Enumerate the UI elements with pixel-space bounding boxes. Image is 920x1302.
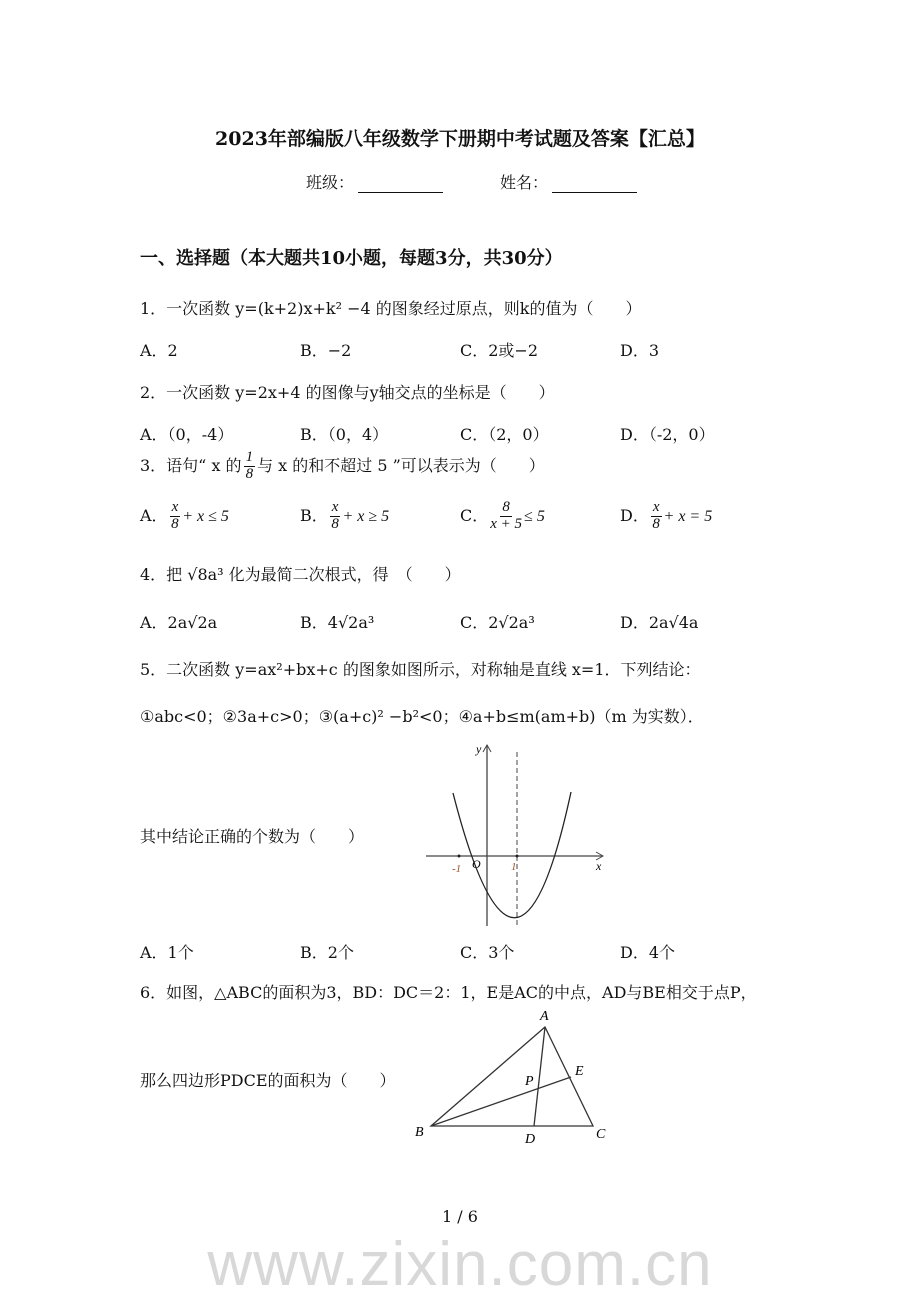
question-5-conditions: ①abc<0；②3a+c>0；③(a+c)² −b²<0；④a+b≤m(am+b)（m 为实数）． [140, 707, 704, 726]
option-rest: + x = 5 [663, 507, 713, 525]
x-label: x [596, 859, 602, 873]
page-number: 1 / 6 [442, 1207, 478, 1226]
option-rest: + x ≤ 5 [182, 507, 229, 525]
numerator: 8 [502, 499, 510, 515]
option-rest: ≤ 5 [524, 507, 545, 525]
option-d: D．4个 [620, 943, 676, 962]
one-label: 1 [511, 861, 517, 873]
tick-1 [516, 855, 519, 858]
neg1-label: -1 [452, 863, 462, 875]
option-label: A． [140, 505, 168, 525]
option-b: B．2个 [300, 943, 354, 962]
option-c: C．2√2a³ [460, 613, 535, 632]
point-p: P [525, 1074, 534, 1089]
stem-part: 3．语句“ x 的 [140, 455, 242, 475]
watermark: www.zixin.com.cn [207, 1230, 713, 1299]
origin-label: O [472, 857, 481, 871]
stem-part: 与 x 的和不超过 5 ”可以表示为（ ） [257, 455, 545, 475]
question-6-prompt: 那么四边形PDCE的面积为（ ） [140, 1071, 396, 1090]
option-a: A．2 [140, 341, 178, 360]
tick-neg1 [458, 855, 461, 858]
point-e: E [575, 1064, 584, 1079]
denominator: 8 [652, 515, 660, 532]
option-d: D．3 [620, 341, 660, 360]
point-a: A [540, 1009, 549, 1024]
question-4-stem: 4．把 √8a³ 化为最简二次根式，得 （ ） [140, 565, 461, 584]
denominator: 8 [171, 515, 179, 532]
x-axis [426, 852, 603, 860]
triangle-figure [431, 1027, 593, 1126]
option-c: C．2或−2 [460, 341, 539, 360]
denominator: x + 5 [490, 515, 523, 532]
denominator: 8 [331, 515, 339, 532]
numerator: x [652, 499, 660, 515]
section-heading: 一、选择题（本大题共10小题，每题3分，共30分） [140, 248, 563, 269]
numerator: 1 [245, 449, 254, 465]
option-label: D． [620, 505, 649, 525]
denominator: 8 [245, 465, 254, 482]
option-d: D．（-2，0） [620, 425, 715, 444]
document-title: 2023年部编版八年级数学下册期中考试题及答案【汇总】 [215, 128, 705, 150]
question-2-stem: 2．一次函数 y=2x+4 的图像与y轴交点的坐标是（ ） [140, 383, 555, 402]
point-b: B [415, 1125, 424, 1140]
class-label: 班级： [306, 173, 355, 192]
option-rest: + x ≥ 5 [342, 507, 390, 525]
name-label: 姓名： [500, 173, 549, 192]
option-c: C．3个 [460, 943, 515, 962]
option-label: B． [300, 505, 328, 525]
question-5-prompt: 其中结论正确的个数为（ ） [140, 827, 365, 846]
point-d: D [525, 1132, 536, 1147]
numerator: x [171, 499, 179, 515]
point-c: C [596, 1127, 606, 1142]
question-5-stem: 5．二次函数 y=ax²+bx+c 的图象如图所示，对称轴是直线 x=1．下列结论： [140, 660, 701, 679]
option-a: A．1个 [140, 943, 194, 962]
option-d: D．2a√4a [620, 613, 699, 632]
option-b: B．−2 [300, 341, 352, 360]
option-a: A．2a√2a [140, 613, 218, 632]
numerator: x [331, 499, 339, 515]
option-b: B．4√2a³ [300, 613, 375, 632]
parabola-curve [453, 792, 571, 918]
question-1-stem: 1．一次函数 y=(k+2)x+k² −4 的图象经过原点，则k的值为（ ） [140, 299, 642, 318]
y-axis [483, 745, 491, 926]
y-label: y [476, 742, 482, 756]
option-a: A．（0，-4） [140, 425, 234, 444]
option-b: B．（0，4） [300, 425, 389, 444]
question-6-stem: 6．如图，△ABC的面积为3，BD：DC＝2：1，E是AC的中点，AD与BE相交于点P， [140, 983, 757, 1002]
option-label: C． [460, 505, 489, 525]
option-c: C．（2，0） [460, 425, 549, 444]
